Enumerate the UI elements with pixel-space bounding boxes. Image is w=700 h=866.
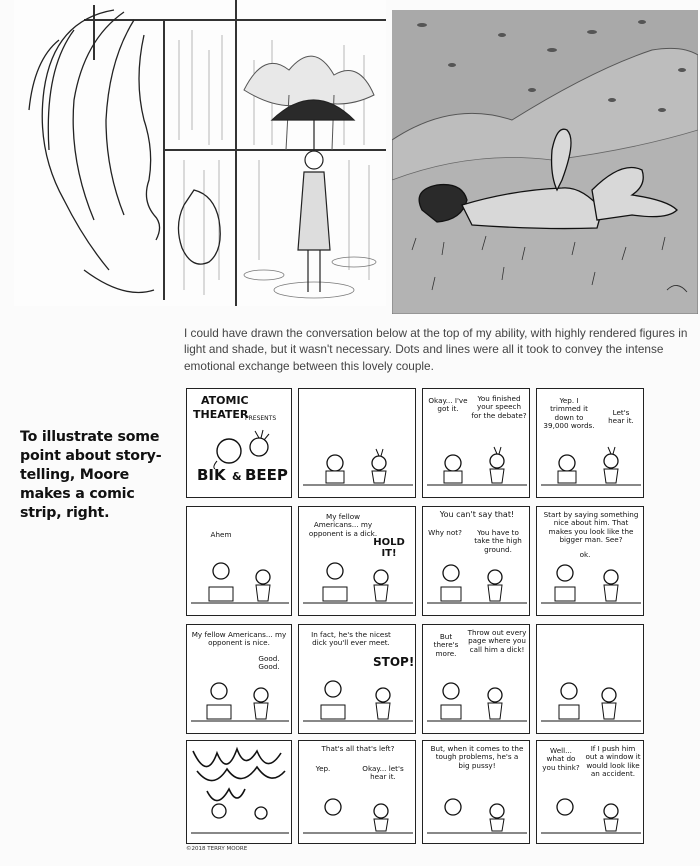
title-atomic: ATOMIC xyxy=(201,394,249,407)
panel-14 xyxy=(298,740,416,844)
panel-7 xyxy=(422,506,530,616)
illustration-caption: I could have drawn the conversation below at the top of my ability, with highly rendered figures in light and shade, but it wasn't necessary. Dots and lines were all it took to convey the intense emotional exchange between this lovely couple. xyxy=(184,326,688,373)
panel-12 xyxy=(536,624,644,734)
panel-16-bubble-left: Well... what do you think? xyxy=(542,746,580,772)
panel-4 xyxy=(536,388,644,498)
panel-2 xyxy=(298,388,416,498)
comic-credit: ©2018 TERRY MOORE xyxy=(186,846,248,852)
title-theater: THEATER xyxy=(193,408,249,421)
illustration-girl-window xyxy=(14,0,386,306)
panel-5 xyxy=(186,506,292,616)
panel-3-bubble-right: You finished your speech for the debate? xyxy=(471,394,527,420)
panel-3 xyxy=(422,388,530,498)
panel-3-bubble-left: Okay... I've got it. xyxy=(428,396,468,414)
panel-8-bubble-small: ok. xyxy=(579,550,591,559)
panel-7-bubble-left: Why not? xyxy=(428,528,462,537)
panel-16-bubble-right: If I push him out a window it would look like an accident. xyxy=(585,744,641,779)
panel-8-bubble-top: Start by saying something nice about him. That makes you look like the bigger man. See? xyxy=(543,510,639,545)
panel-15-bubble: But, when it comes to the tough problems, he's a big pussy! xyxy=(430,744,524,770)
title-beep: BEEP xyxy=(245,466,288,484)
title-and: & xyxy=(232,470,242,483)
illustration-meadow xyxy=(392,10,698,314)
panel-6 xyxy=(298,506,416,616)
panel-13 xyxy=(186,740,292,844)
panel-4-bubble-left: Yep. I trimmed it down to 39,000 words. xyxy=(543,396,595,431)
title-presents: PRESENTS xyxy=(245,415,277,422)
panel-11-bubble-left: But there's more. xyxy=(433,632,459,658)
panel-16 xyxy=(536,740,644,844)
panel-9-bubble-small: Good. Good. xyxy=(258,654,280,672)
panel-4-bubble-right: Let's hear it. xyxy=(608,408,634,426)
panel-title xyxy=(186,388,292,498)
panel-9-bubble-top: My fellow Americans... my opponent is nice. xyxy=(191,630,287,648)
panel-14-bubble-left: Yep. xyxy=(315,764,331,773)
panel-9 xyxy=(186,624,292,734)
panel-10-bubble-left: In fact, he's the nicest dick you'll ever meet. xyxy=(311,630,391,648)
panel-10 xyxy=(298,624,416,734)
panel-14-bubble-top: That's all that's left? xyxy=(321,744,395,753)
panel-7-bubble-right: You have to take the high ground. xyxy=(474,528,522,554)
panel-5-bubble: Ahem xyxy=(210,530,232,539)
side-note: To illustrate some point about story-telling, Moore makes a comic strip, right. xyxy=(20,429,162,521)
panel-10-bubble-right: STOP! xyxy=(373,655,415,669)
panel-6-bubble-right: HOLD IT! xyxy=(373,537,405,559)
title-bik: BIK xyxy=(197,466,226,484)
panel-7-bubble-top: You can't say that! xyxy=(439,510,515,519)
panel-15 xyxy=(422,740,530,844)
comic-strip xyxy=(186,388,690,858)
title-figures xyxy=(187,389,292,498)
panel-13-scribble xyxy=(187,741,292,844)
panel-11-bubble-right: Throw out every page where you call him a dick! xyxy=(467,628,527,654)
panel-8 xyxy=(536,506,644,616)
panel-6-bubble-left: My fellow Americans... my opponent is a dick. xyxy=(308,512,378,538)
panel-11 xyxy=(422,624,530,734)
panel-14-bubble-right: Okay... let's hear it. xyxy=(362,764,404,782)
